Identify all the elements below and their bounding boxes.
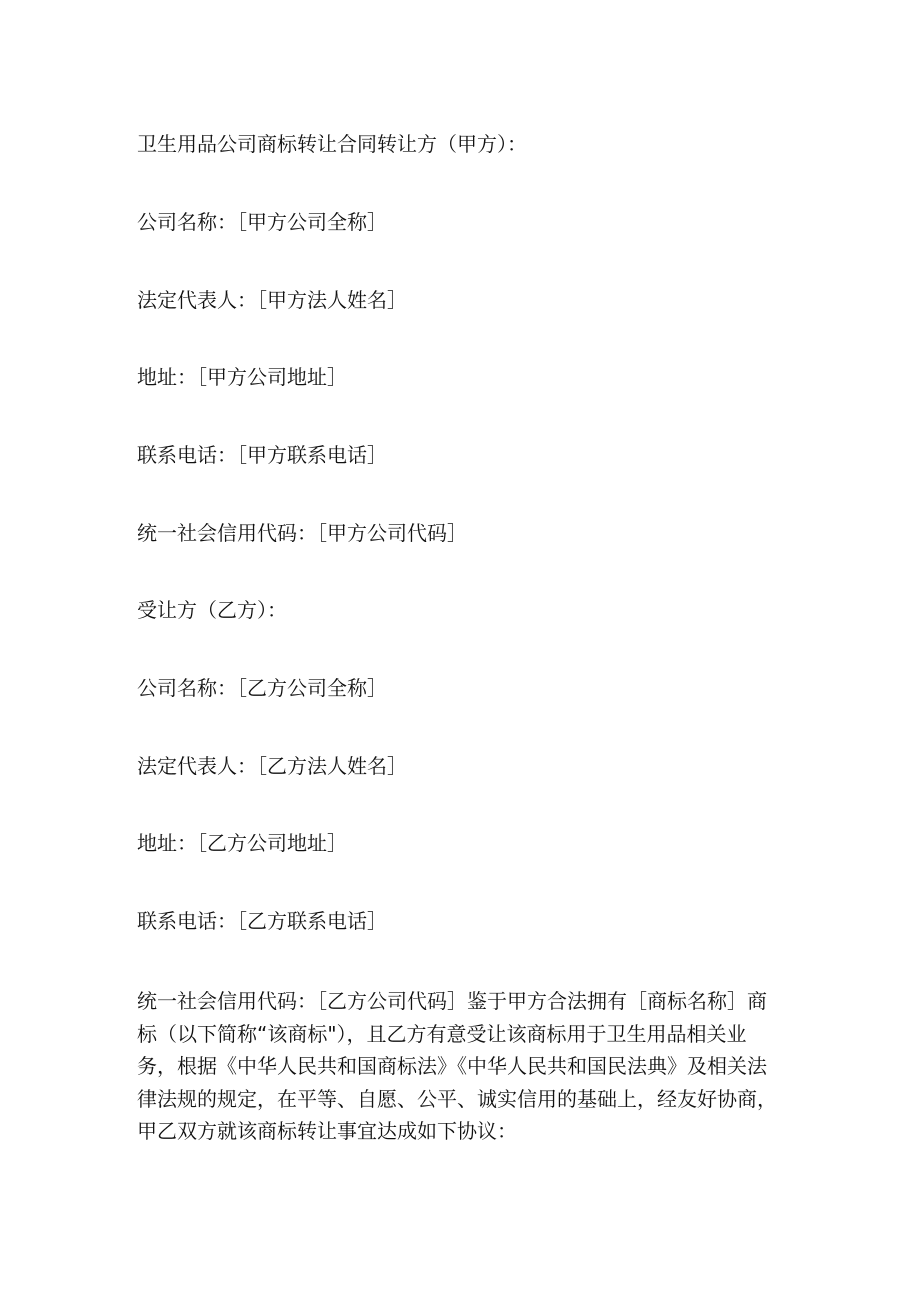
contract-heading: 卫生用品公司商标转让合同转让方（甲方）：: [137, 132, 527, 156]
party-b-phone: 联系电话：［乙方联系电话］: [137, 909, 387, 933]
party-a-company-name: 公司名称：［甲方公司全称］: [137, 210, 387, 234]
party-b-legal-rep: 法定代表人：［乙方法人姓名］: [137, 754, 407, 778]
party-b-address: 地址：［乙方公司地址］: [137, 831, 347, 855]
paragraph-line: 务，根据《中华人民共和国商标法》《中华人民共和国民法典》及相关法: [137, 1054, 767, 1078]
party-a-credit-code: 统一社会信用代码：［甲方公司代码］: [137, 521, 467, 545]
paragraph-line: 律法规的规定，在平等、自愿、公平、诚实信用的基础上，经友好协商，: [137, 1086, 777, 1111]
paragraph-line: 标（以下简称“该商标"），且乙方有意受让该商标用于卫生用品相关业: [137, 1021, 747, 1046]
paragraph-line: 统一社会信用代码：［乙方公司代码］鉴于甲方合法拥有［商标名称］商: [137, 989, 767, 1013]
recital-paragraph: [137, 985, 785, 1148]
party-a-address: 地址：［甲方公司地址］: [137, 365, 347, 389]
party-a-legal-rep: 法定代表人：［甲方法人姓名］: [137, 288, 407, 312]
paragraph-line: 甲乙双方就该商标转让事宜达成如下协议：: [137, 1119, 517, 1143]
party-b-heading: 受让方（乙方）：: [137, 598, 287, 622]
party-a-phone: 联系电话：［甲方联系电话］: [137, 443, 387, 467]
party-b-company-name: 公司名称：［乙方公司全称］: [137, 676, 387, 700]
